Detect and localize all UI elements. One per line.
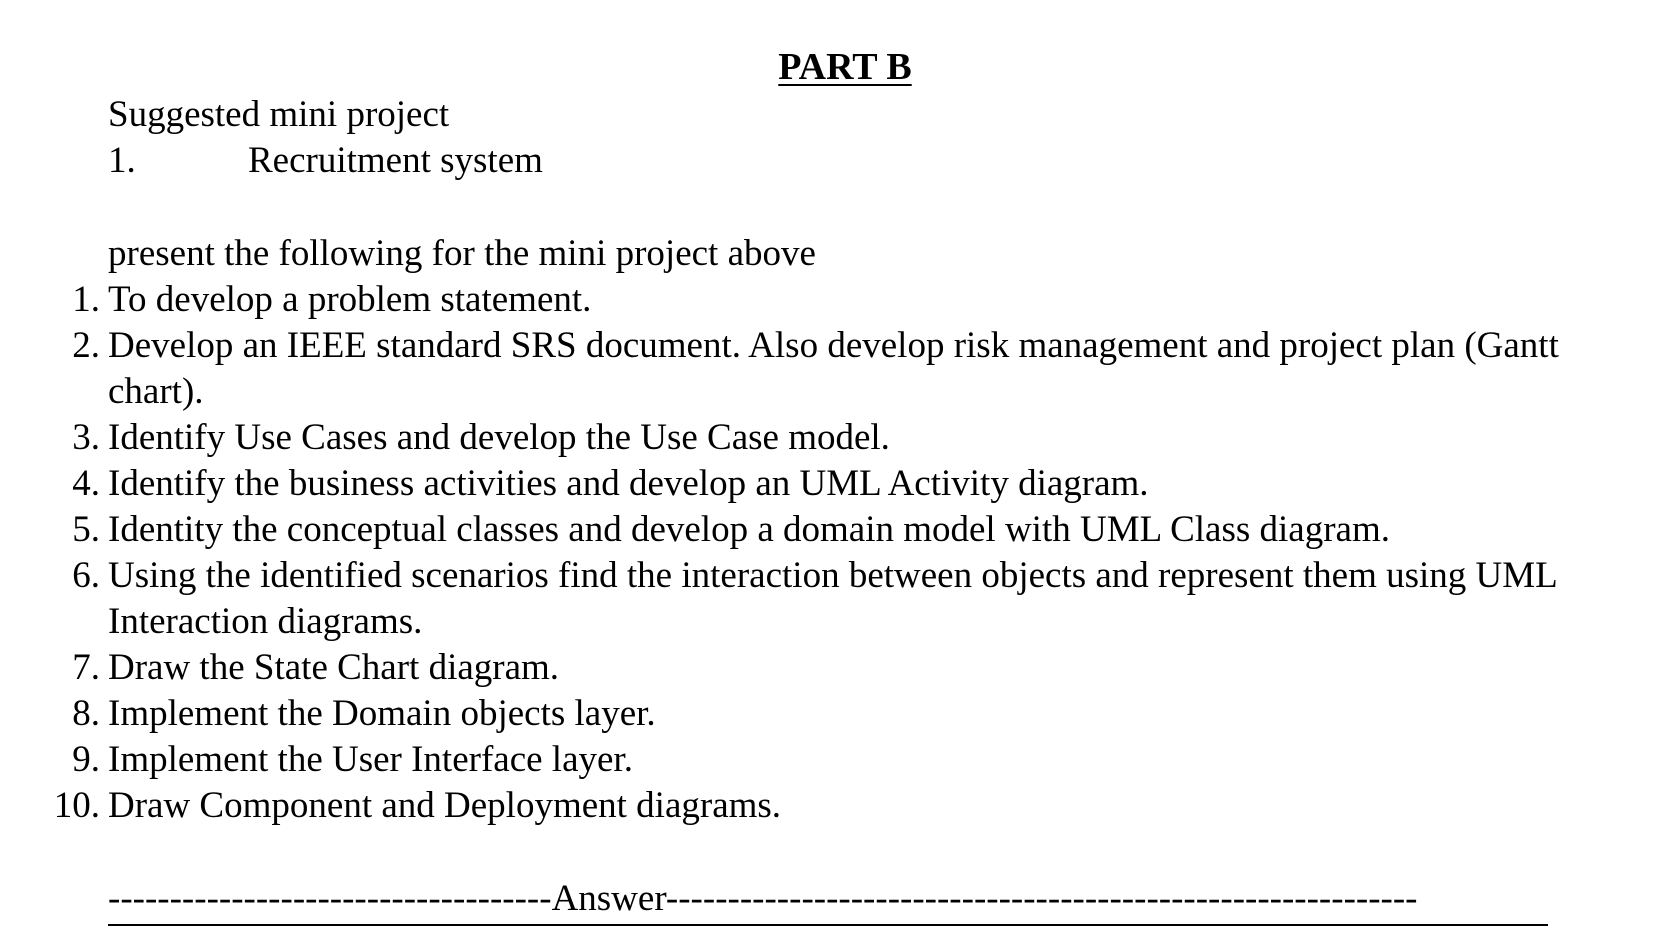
task-item — [0, 691, 1650, 737]
task-text: Implement the Domain objects layer. — [108, 693, 656, 734]
task-text: Identify Use Cases and develop the Use Case model. — [108, 417, 890, 458]
task-number: 10. — [53, 785, 100, 826]
task-list — [0, 277, 1650, 829]
task-number: 3. — [72, 417, 100, 458]
task-text: Using the identified scenarios find the interaction between objects and represent them using UML Interaction diagrams. — [108, 555, 1557, 642]
task-text: To develop a problem statement. — [108, 279, 592, 320]
task-text: Identity the conceptual classes and develop a domain model with UML Class diagram. — [108, 509, 1390, 550]
project-number: 1. — [108, 140, 136, 181]
task-item — [0, 737, 1650, 783]
task-number: 5. — [72, 509, 100, 550]
task-item — [0, 323, 1650, 415]
task-item — [0, 645, 1650, 691]
task-text: Develop an IEEE standard SRS document. Also develop risk management and project plan (Gantt chart). — [108, 325, 1559, 412]
task-item — [0, 415, 1650, 461]
suggested-project-label: Suggested mini project — [108, 94, 450, 135]
answer-divider: ------------------------------------Answer------------------------------------------------------------- — [108, 876, 1548, 926]
project-item — [108, 138, 543, 184]
task-number: 2. — [72, 325, 100, 366]
project-name: Recruitment system — [248, 140, 543, 181]
task-text: Identify the business activities and develop an UML Activity diagram. — [108, 463, 1149, 504]
task-number: 1. — [72, 279, 100, 320]
task-item — [0, 277, 1650, 323]
task-number: 4. — [72, 463, 100, 504]
task-number: 9. — [72, 739, 100, 780]
task-text: Implement the User Interface layer. — [108, 739, 633, 780]
instructions-intro: present the following for the mini project above — [108, 233, 816, 274]
task-number: 6. — [72, 555, 100, 596]
task-number: 8. — [72, 693, 100, 734]
task-item — [0, 783, 1650, 829]
task-text: Draw the State Chart diagram. — [108, 647, 560, 688]
task-item — [0, 507, 1650, 553]
task-number: 7. — [72, 647, 100, 688]
task-text: Draw Component and Deployment diagrams. — [108, 785, 782, 826]
page-title: PART B — [778, 46, 912, 88]
task-item — [0, 553, 1650, 645]
task-item — [0, 461, 1650, 507]
